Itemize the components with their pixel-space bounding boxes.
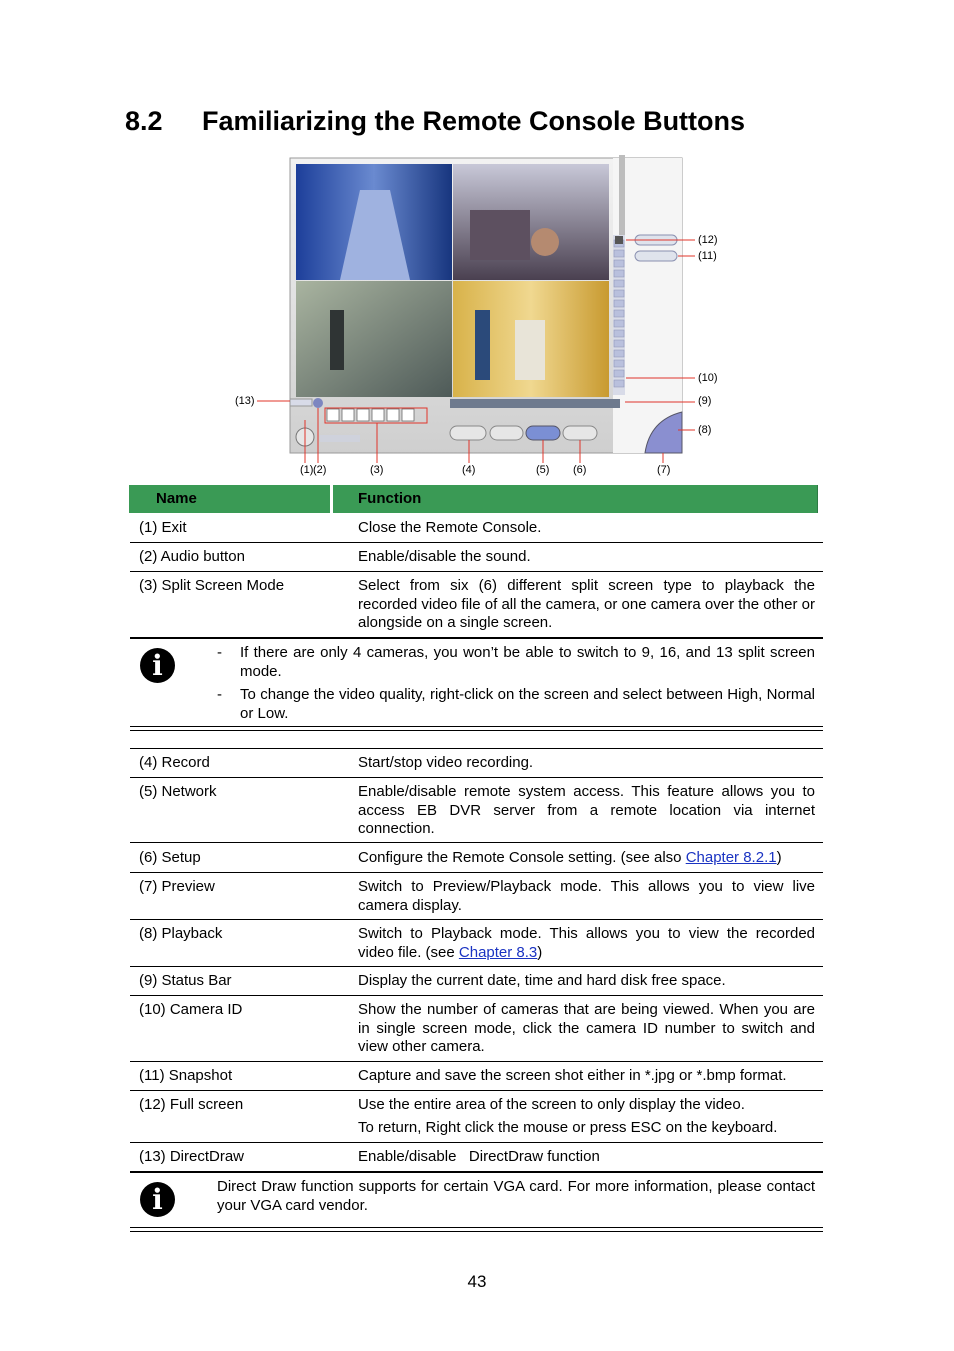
table-header (129, 485, 824, 513)
status-bar (450, 399, 620, 408)
callout-8: (8) (698, 424, 712, 436)
note-item: To change the video quality, right-click on the screen and select between High, Normal or Low. (240, 686, 815, 722)
camera-view-4-corridor (515, 320, 545, 380)
preview-button (563, 426, 597, 440)
record-button (450, 426, 486, 440)
audio-level-icon (615, 236, 623, 244)
callout-3: (3) (370, 464, 384, 476)
camera-view-2-desk (470, 210, 530, 260)
row-function: Show the number of cameras that are being viewed. When you are in single screen mode, click the camera ID number to switch and view other camera. (358, 1001, 815, 1055)
callout-4: (4) (462, 464, 476, 476)
row-function: Select from six (6) different split screen type to playback the recorded video file of all the camera, or one camera over the other or alongside on a single screen. (358, 577, 815, 631)
network-button (490, 426, 523, 440)
row-name: (5) Network (139, 783, 217, 800)
row-name: (12) Full screen (139, 1096, 244, 1113)
callout-12: (12) (698, 234, 718, 246)
row-function: Start/stop video recording. (358, 754, 534, 771)
info-icon: i (140, 1182, 175, 1217)
row-function: Switch to Preview/Playback mode. This allows you to view live camera display. (358, 878, 815, 914)
camera-view-2-person (531, 228, 559, 256)
row-function: Enable/disable the sound. (358, 548, 531, 565)
callout-13: (13) (235, 395, 255, 407)
row-name: (8) Playback (139, 925, 223, 942)
row-name: (1) Exit (139, 519, 187, 536)
note-item: If there are only 4 cameras, you won’t be able to switch to 9, 16, and 13 split screen mode. (240, 644, 815, 680)
remote-console-figure (230, 150, 730, 485)
row-name: (10) Camera ID (139, 1001, 243, 1018)
row-name: (6) Setup (139, 849, 201, 866)
callout-7: (7) (657, 464, 671, 476)
row-function: Enable/disable DirectDraw function (358, 1148, 600, 1165)
callout-2: (2) (313, 464, 327, 476)
callout-9: (9) (698, 395, 712, 407)
row-name: (11) Snapshot (139, 1067, 233, 1084)
logo-strip (320, 435, 360, 442)
row-function: Enable/disable remote system access. This feature allows you to access EB DVR server from a remote location via internet connection. (358, 783, 815, 837)
section-number: 8.2 (125, 106, 163, 136)
row-function: Close the Remote Console. (358, 519, 542, 536)
camera-view-4-person (475, 310, 490, 380)
audio-button (313, 398, 323, 408)
header-name: Name (156, 490, 197, 507)
chapter-link[interactable]: Chapter 8.2.1 (685, 849, 777, 866)
row-function: To return, Right click the mouse or press ESC on the keyboard. (358, 1119, 778, 1136)
row-name: (4) Record (139, 754, 210, 771)
section-title: Familiarizing the Remote Console Buttons (202, 106, 746, 136)
row-function: Switch to Playback mode. This allows you to view the recorded video file. (see Chapter 8.3) (358, 925, 815, 961)
remote-console-screenshot (230, 150, 730, 485)
callout-5: (5) (536, 464, 550, 476)
header-function: Function (358, 490, 422, 507)
note-bullet: - (217, 686, 222, 703)
chapter-link[interactable]: Chapter 8.3 (458, 943, 538, 961)
callout-1: (1) (300, 464, 314, 476)
setup-button (526, 426, 560, 440)
info-icon: i (140, 648, 175, 683)
directdraw-button (290, 399, 312, 406)
row-name: (2) Audio button (139, 548, 245, 565)
callout-6: (6) (573, 464, 587, 476)
row-function: Display the current date, time and hard disk free space. (358, 972, 726, 989)
row-function: Configure the Remote Console setting. (see also Chapter 8.2.1) (358, 849, 782, 866)
snapshot-button (635, 251, 677, 261)
note-text: Direct Draw function supports for certain VGA card. For more information, please contact your VGA card vendor. (217, 1178, 815, 1214)
camera-view-3-person (330, 310, 344, 370)
row-name: (3) Split Screen Mode (139, 577, 285, 594)
callout-10: (10) (698, 372, 718, 384)
row-name: (13) DirectDraw (139, 1148, 245, 1165)
row-name: (7) Preview (139, 878, 215, 895)
camera-view-3 (296, 281, 452, 397)
row-function: Use the entire area of the screen to only display the video. (358, 1096, 745, 1113)
page-number: 43 (467, 1272, 487, 1291)
row-name: (9) Status Bar (139, 972, 232, 989)
section-heading (125, 106, 745, 137)
row-function: Capture and save the screen shot either in *.jpg or *.bmp format. (358, 1067, 787, 1084)
note-bullet: - (217, 644, 222, 661)
callout-11: (11) (698, 250, 717, 262)
